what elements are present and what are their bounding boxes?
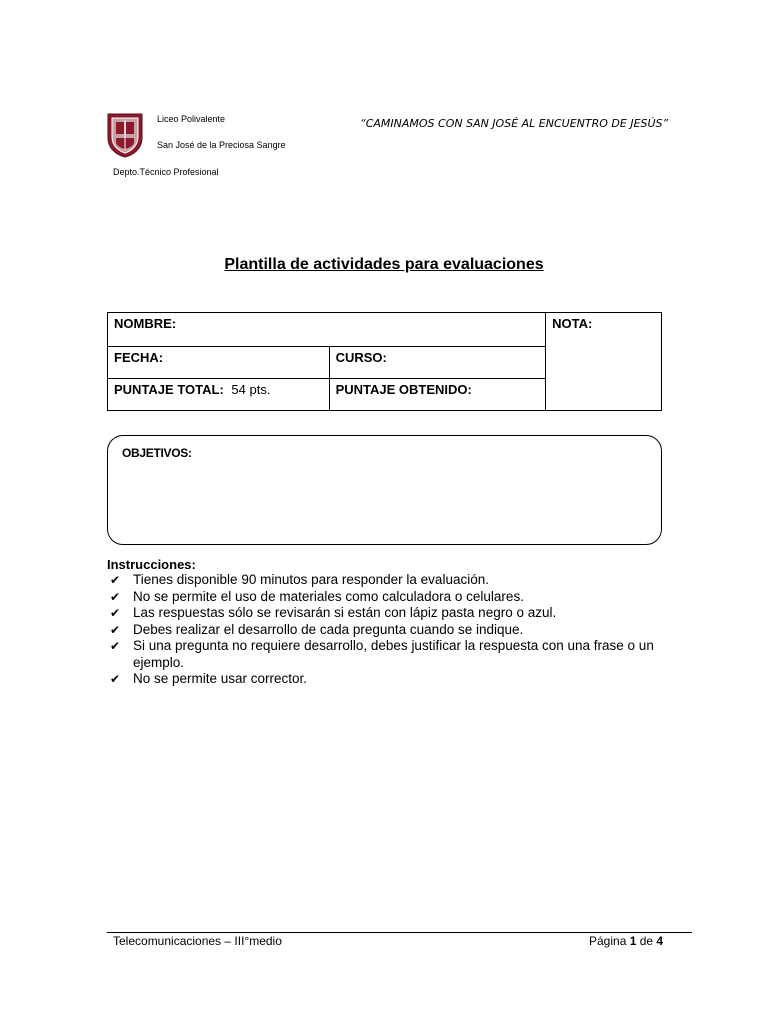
instructions-list (107, 572, 667, 688)
fecha-field[interactable] (108, 347, 330, 379)
objetivos-box[interactable] (107, 435, 662, 545)
check-icon: ✔ (110, 606, 121, 620)
list-item (107, 605, 667, 622)
student-info-table (107, 312, 662, 411)
school-name-line2: San José de la Preciosa Sangre (157, 140, 286, 150)
list-item (107, 622, 667, 639)
nombre-field[interactable] (108, 313, 546, 347)
document-title: Plantilla de actividades para evaluaciones (224, 256, 544, 273)
check-icon: ✔ (110, 589, 121, 604)
department-label: Depto.Técnico Profesional (113, 167, 219, 177)
instruction-text: No se permite el uso de materiales como calculadora o celulares. (133, 588, 524, 604)
puntaje-obtenido-field[interactable] (329, 379, 546, 411)
fecha-label: FECHA: (114, 350, 164, 365)
check-icon: ✔ (110, 639, 121, 653)
instruction-text: Tienes disponible 90 minutos para responder la evaluación. (133, 572, 489, 587)
page-current: 1 (629, 934, 637, 948)
footer-course: Telecomunicaciones – III°medio (113, 934, 282, 948)
puntaje-obtenido-label: PUNTAJE OBTENIDO: (335, 382, 472, 397)
school-motto: “CAMINAMOS CON SAN JOSÉ AL ENCUENTRO DE JESÚS” (360, 117, 669, 130)
instruction-text: Debes realizar el desarrollo de cada pregunta cuando se indique. (133, 621, 524, 637)
footer-divider (107, 932, 692, 933)
puntaje-total-value: 54 pts. (231, 382, 271, 397)
instructions-title: Instrucciones: (107, 557, 196, 572)
check-icon: ✔ (110, 573, 121, 587)
list-item (107, 671, 667, 688)
instruction-text: Si una pregunta no requiere desarrollo, debes justificar la respuesta con una frase o un ejemplo. (133, 638, 654, 670)
list-item (107, 589, 667, 606)
page-sep: de (636, 934, 657, 948)
page-prefix: Página (589, 934, 630, 948)
list-item (107, 638, 667, 671)
list-item (107, 572, 667, 589)
nota-field[interactable] (546, 313, 662, 411)
instruction-text: Las respuestas sólo se revisarán si están con lápiz pasta negro o azul. (133, 605, 557, 620)
check-icon: ✔ (110, 622, 121, 637)
puntaje-total-field (108, 379, 330, 411)
nombre-label: NOMBRE: (114, 316, 177, 331)
curso-label: CURSO: (335, 350, 387, 365)
school-crest-icon (106, 112, 144, 158)
objetivos-label: OBJETIVOS: (122, 446, 192, 460)
nota-label: NOTA: (552, 316, 593, 331)
check-icon: ✔ (110, 672, 121, 686)
instruction-text: No se permite usar corrector. (133, 671, 308, 686)
curso-field[interactable] (329, 347, 546, 379)
puntaje-total-label: PUNTAJE TOTAL: (114, 382, 224, 397)
school-name-line1: Liceo Polivalente (157, 114, 226, 124)
page-total: 4 (656, 934, 664, 948)
page-number (589, 934, 663, 948)
